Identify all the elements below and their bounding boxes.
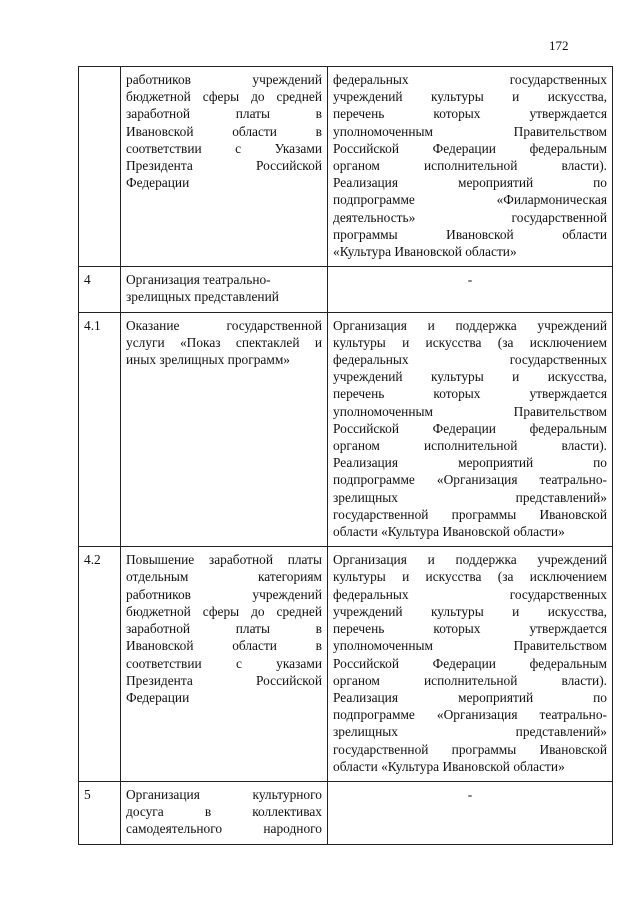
text-line: деятельность» государственной: [333, 209, 607, 225]
measure-description-cell: [328, 267, 613, 312]
text-line: соответствии с указами: [126, 655, 322, 671]
text-line: государственной программы Ивановской: [333, 741, 607, 757]
text-line: Повышение заработной платы: [126, 552, 322, 568]
text-line: органом исполнительной власти).: [333, 672, 607, 688]
text-line: Федерации: [126, 175, 190, 191]
measure-name-cell: [121, 312, 328, 547]
text-line: уполномоченным Правительством: [333, 123, 607, 139]
text-line: перечень которых утверждается: [333, 386, 607, 402]
text-line: зрелищных представлений»: [333, 724, 607, 740]
row-number-cell: [79, 67, 121, 267]
text-line: заработной платы в: [126, 621, 322, 637]
table-row: [79, 547, 613, 782]
text-line: Российской Федерации федеральным: [333, 420, 607, 436]
measure-description-cell: [328, 781, 613, 844]
text-line: Ивановской области в: [126, 638, 322, 654]
text-line: иных зрелищных программ»: [126, 352, 290, 368]
table-row: [79, 781, 613, 844]
measure-name-cell: [121, 67, 328, 267]
measure-name-cell: [121, 547, 328, 782]
page-number: 172: [549, 38, 569, 53]
row-number-cell: 4.1: [79, 312, 121, 547]
table-row: [79, 267, 613, 312]
text-line: Реализация мероприятий по: [333, 689, 607, 705]
text-line: Российской Федерации федеральным: [333, 655, 607, 671]
text-line: Организация театрально-: [126, 272, 271, 288]
text-line: Реализация мероприятий по: [333, 455, 607, 471]
text-line: самодеятельного народного: [126, 821, 322, 837]
text-line: области «Культура Ивановской области»: [333, 524, 565, 540]
row-number-cell: 5: [79, 781, 121, 844]
text-line: учреждений культуры и искусства,: [333, 369, 607, 385]
text-line: программы Ивановской области: [333, 226, 607, 242]
text-line: соответствии с Указами: [126, 140, 322, 156]
row-number-cell: 4.2: [79, 547, 121, 782]
text-line: подпрограмме «Филармоническая: [333, 192, 607, 208]
dash-placeholder: -: [467, 272, 473, 288]
text-line: Оказание государственной: [126, 317, 322, 333]
text-line: Организация и поддержка учреждений: [333, 552, 607, 568]
text-line: отдельным категориям: [126, 569, 322, 585]
text-line: Федерации: [126, 689, 190, 705]
text-line: работников учреждений: [126, 72, 322, 87]
measure-description-cell: [328, 67, 613, 267]
table-row: [79, 67, 613, 267]
text-line: бюджетной сферы до средней: [126, 603, 322, 619]
text-line: подпрограмме «Организация театрально-: [333, 707, 607, 723]
measure-name-cell: [121, 781, 328, 844]
text-line: Реализация мероприятий по: [333, 175, 607, 191]
program-table: [78, 66, 613, 845]
text-line: Организация и поддержка учреждений: [333, 317, 607, 333]
text-line: федеральных государственных: [333, 586, 607, 602]
text-line: федеральных государственных: [333, 72, 607, 87]
text-line: Российской Федерации федеральным: [333, 140, 607, 156]
dash-placeholder: -: [467, 786, 473, 802]
text-line: уполномоченным Правительством: [333, 638, 607, 654]
text-line: Организация культурного: [126, 786, 322, 802]
text-line: перечень которых утверждается: [333, 106, 607, 122]
text-line: области «Культура Ивановской области»: [333, 758, 565, 774]
measure-description-cell: [328, 312, 613, 547]
text-line: государственной программы Ивановской: [333, 506, 607, 522]
measure-description-cell: [328, 547, 613, 782]
program-table-body: [79, 67, 613, 845]
text-line: Ивановской области в: [126, 123, 322, 139]
text-line: заработной платы в: [126, 106, 322, 122]
text-line: перечень которых утверждается: [333, 621, 607, 637]
text-line: органом исполнительной власти).: [333, 438, 607, 454]
text-line: федеральных государственных: [333, 352, 607, 368]
text-line: культуры и искусства (за исключением: [333, 569, 607, 585]
text-line: культуры и искусства (за исключением: [333, 334, 607, 350]
text-line: досуга в коллективах: [126, 804, 322, 820]
text-line: учреждений культуры и искусства,: [333, 89, 607, 105]
text-line: органом исполнительной власти).: [333, 158, 607, 174]
text-line: услуги «Показ спектаклей и: [126, 334, 322, 350]
text-line: учреждений культуры и искусства,: [333, 603, 607, 619]
text-line: зрелищных представлений: [126, 289, 279, 305]
text-line: зрелищных представлений»: [333, 489, 607, 505]
text-line: уполномоченным Правительством: [333, 403, 607, 419]
text-line: Президента Российской: [126, 158, 322, 174]
text-line: бюджетной сферы до средней: [126, 89, 322, 105]
measure-name-cell: [121, 267, 328, 312]
table-row: [79, 312, 613, 547]
text-line: работников учреждений: [126, 586, 322, 602]
text-line: подпрограмме «Организация театрально-: [333, 472, 607, 488]
row-number-cell: 4: [79, 267, 121, 312]
text-line: Президента Российской: [126, 672, 322, 688]
text-line: «Культура Ивановской области»: [333, 244, 517, 260]
